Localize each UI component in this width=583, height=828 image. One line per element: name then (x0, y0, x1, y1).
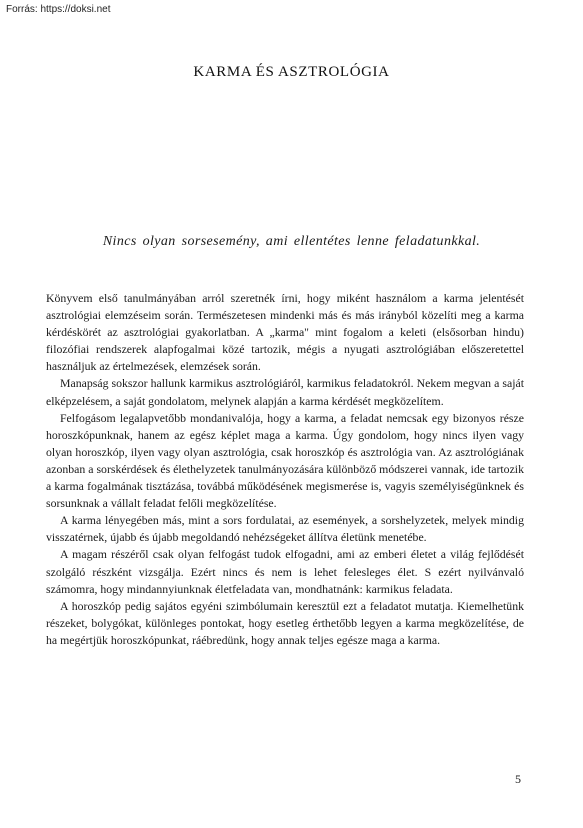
paragraph: A magam részéről csak olyan felfogást tudok elfogadni, ami az emberi életet a világ fejlődését szolgáló részként vizsgálja. Ezért nincs és nem is lehet felesleges élet. S ezért nyilvánvaló számomra, hogy mindannyiunknak életfeladata van, mondhatnánk: karmikus feladata. (46, 547, 524, 596)
body-text (46, 290, 524, 649)
source-label: Forrás: https://doksi.net (6, 4, 111, 15)
paragraph: Felfogásom legalapvetőbb mondanivalója, hogy a karma, a feladat nemcsak egy bizonyos része horoszkópunknak, hanem az egész képlet maga a karma. Úgy gondolom, hogy nincs ilyen vagy olyan horoszkóp, ilyen vagy olyan asztrológia, csak horoszkóp és asztrológia van. Az asztrológiának azonban a sorskérdések és élethelyzetek tanulmányozására különböző módszerei vannak, ide tartozik a karma fogalmának tisztázása, továbbá működésének megismerése is, vagyis személyiségünknek és sorsunknak a vállalt feladat felőli megközelítése. (46, 410, 524, 511)
motto: Nincs olyan sorsesemény, ami ellentétes lenne feladatunkkal. (102, 234, 481, 249)
paragraph: Könyvem első tanulmányában arról szeretnék írni, hogy miként használom a karma jelentését asztrológiai elemzéseim során. Természetesen mindenki más és más irányból közelíti meg a karma kérdéskörét az asztrológiai gyakorlatban. A „karma" mint fogalom a keleti (elsősorban hindu) filozófiai rendszerek alapfogalmai közé tartozik, mégis a nyugati asztrológiában előszeretettel használjuk az értelmezések, elemzések során. (46, 291, 524, 374)
page-number: 5 (515, 772, 521, 786)
paragraph: Manapság sokszor hallunk karmikus asztrológiáról, karmikus feladatokról. Nekem megvan a saját elképzelésem, a saját gondolatom, melynek alapján a karma kérdését megközelítem. (46, 376, 524, 408)
paragraph: A horoszkóp pedig sajátos egyéni szimbólumain keresztül ezt a feladatot mutatja. Kiemelhetünk részeket, bolygókat, különleges pontokat, hogy esetleg érthetőbb legyen a karma megközelítése, de ha megértjük horoszkópunkat, ráébredünk, hogy annak teljes egésze maga a karma. (46, 598, 524, 647)
page-title: KARMA ÉS ASZTROLÓGIA (193, 64, 390, 80)
paragraph: A karma lényegében más, mint a sors fordulatai, az események, a sorshelyzetek, melyek mindig visszatérnek, újabb és újabb megoldandó nehézségeket állítva életünk menetébe. (46, 513, 524, 545)
